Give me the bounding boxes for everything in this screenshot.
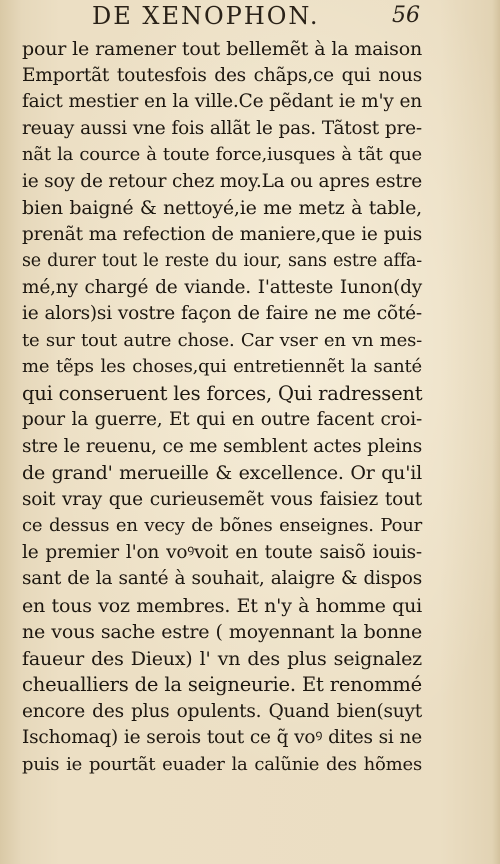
text-line: ie alors)si vostre façon de faire ne me cõté-	[22, 303, 422, 324]
page-header	[92, 2, 422, 32]
text-line: mé,ny chargé de viande. I'atteste Iunon(dy	[22, 276, 422, 298]
text-line: faict mestier en la ville.Ce pẽdant ie m'y en	[22, 91, 422, 112]
text-line: reuay aussi vne fois allãt le pas. Tãtost pre-	[22, 117, 422, 139]
text-line: faueur des Dieux) l' vn des plus seignalez	[22, 647, 422, 670]
text-line: se durer tout le reste du iour, sans estre affa-	[22, 251, 422, 271]
text-line: de grand' merueille & excellence. Or qu'il	[22, 462, 422, 484]
text-line: nãt la cource à toute force,iusques à tãt que	[22, 144, 422, 165]
text-line: qui conseruent les forces, Qui radressent	[22, 381, 423, 405]
text-line: bien baigné & nettoyé,ie me metz à table,	[22, 197, 422, 219]
text-line: soit vray que curieusemẽt vous faisiez tout	[22, 488, 422, 510]
running-title: DE XENOPHON.	[92, 2, 320, 30]
text-line: cheualliers de la seigneurie. Et renommé	[22, 673, 422, 696]
body-text	[22, 36, 422, 778]
page-number: 56	[392, 3, 420, 28]
text-line: Ischomaq) ie serois tout ce q̃ voꝰ dites si ne	[22, 727, 422, 748]
text-line: ce dessus en vecy de bõnes enseignes. Pour	[22, 515, 422, 536]
text-line: pour la guerre, Et qui en outre facent croi-	[22, 409, 422, 430]
text-line: le premier l'on voꝰvoit en toute saisõ iouis-	[22, 541, 422, 563]
text-line: sant de la santé à souhait, alaigre & dispos	[22, 568, 422, 589]
text-line: encore des plus opulents. Quand bien(suyt	[22, 700, 422, 722]
text-line: te sur tout autre chose. Car vser en vn mes-	[22, 329, 422, 351]
text-line: ie soy de retour chez moy.La ou apres estre	[22, 170, 423, 192]
text-line: me tẽps les choses,qui entretiennẽt la santé	[22, 356, 422, 377]
text-line: pour le ramener tout bellemẽt à la maison	[22, 38, 422, 60]
text-line: puis ie pourtãt euader la calũnie des hõmes	[22, 753, 422, 775]
text-line: ne vous sache estre ( moyennant la bonne	[22, 621, 422, 643]
text-line: prenãt ma refection de maniere,que ie puis	[22, 223, 422, 245]
text-line: en tous voz membres. Et n'y à homme qui	[22, 594, 422, 617]
text-line: Emportãt toutesfois des chãps,ce qui nous	[22, 64, 422, 86]
text-line: stre le reuenu, ce me semblent actes pleins	[22, 435, 422, 457]
